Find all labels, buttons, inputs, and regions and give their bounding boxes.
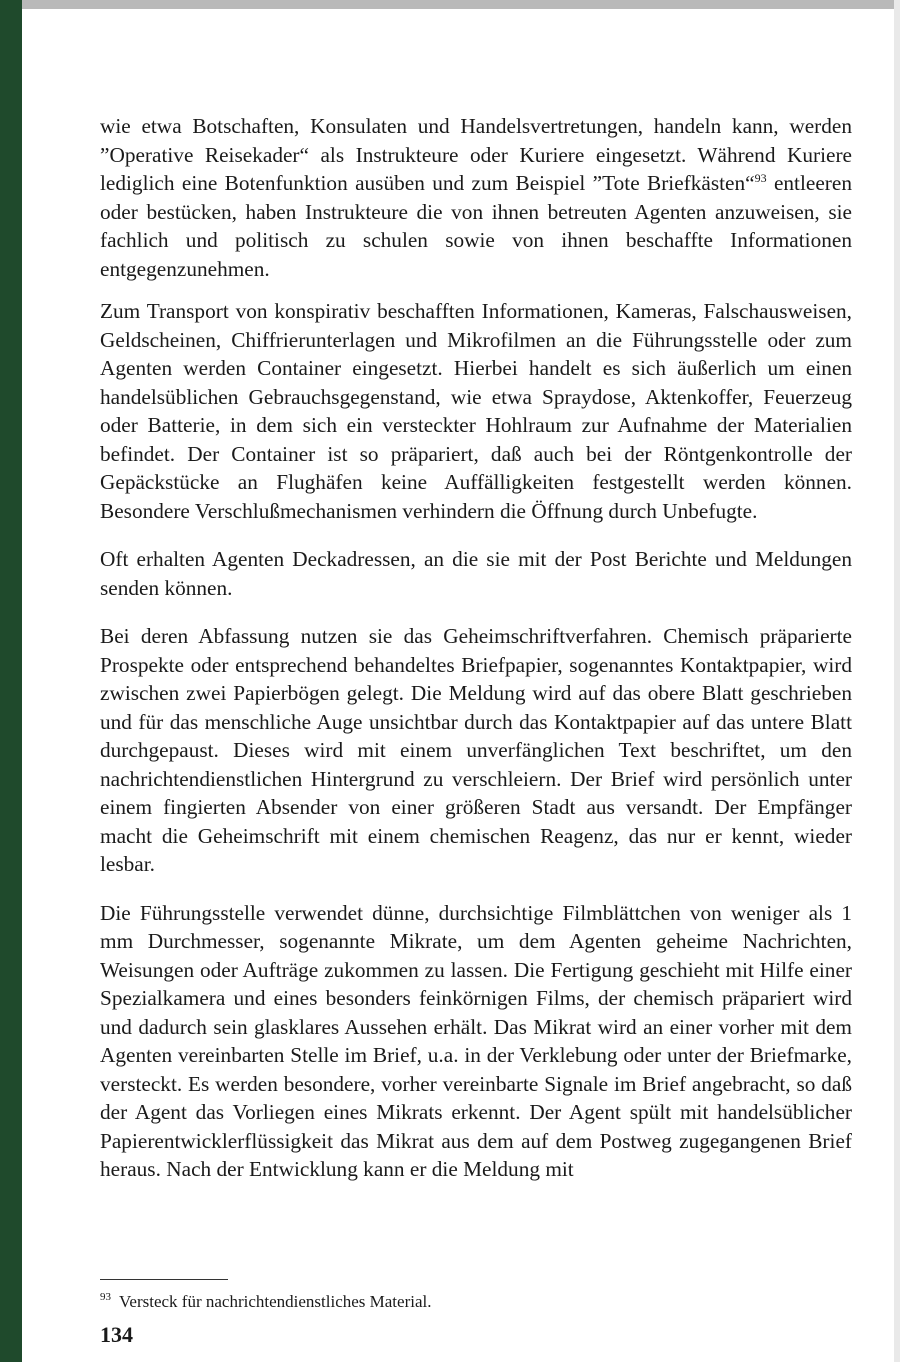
scan-right-edge	[894, 0, 900, 1362]
footnote	[100, 1290, 852, 1314]
page-number: 134	[100, 1322, 133, 1347]
paragraph-1-text-b: entleeren oder bestücken, haben Instrukteure die von ihnen betreuten Agenten anzuweisen, sie fachlich und politisch zu schulen sowie von ihnen beschaffte Informationen entgegenzunehmen.	[100, 171, 852, 281]
page-body	[100, 112, 852, 1198]
book-spine-edge	[0, 0, 22, 1362]
footnote-separator	[100, 1279, 228, 1280]
paragraph-3: Oft erhalten Agenten Deckadressen, an die sie mit der Post Berichte und Meldungen senden können.	[100, 547, 852, 600]
paragraph-5: Die Führungsstelle verwendet dünne, durchsichtige Filmblättchen von weniger als 1 mm Durchmesser, sogenannte Mikrate, um dem Agenten geheime Nachrichten, Weisungen oder Aufträge zukommen zu lassen. Die Fertigung geschieht mit Hilfe einer Spezialkamera und eines besonders feinkörnigen Films, der chemisch präpariert wird und dadurch sein glasklares Aussehen erhält. Das Mikrat wird an einer vorher mit dem Agenten vereinbarten Stelle im Brief, u.a. in der Verklebung oder unter der Briefmarke, versteckt. Es werden besondere, vorher vereinbarte Signale im Brief angebracht, so daß der Agent das Vorliegen eines Mikrats erkennt. Der Agent spült mit handelsüblicher Papierentwicklerflüssigkeit das Mikrat aus dem auf dem Postweg zugegangenen Brief heraus. Nach der Entwicklung kann er die Meldung mit	[100, 900, 852, 1181]
paragraph-2: Zum Transport von konspirativ beschafften Informationen, Kameras, Falschausweisen, Geldscheinen, Chiffrierunterlagen und Mikrofilmen an die Führungsstelle oder zum Agenten werden Container eingesetzt. Hierbei handelt es sich äußerlich um einen handelsüblichen Gebrauchsgegenstand, wie etwa Spraydose, Aktenkoffer, Feuerzeug oder Batterie, in dem sich ein versteckter Hohlraum zur Aufnahme der Materialien befindet. Der Container ist so präpariert, daß auch bei der Röntgenkontrolle der Gepäckstücke an Flughäfen keine Auffälligkeiten festgestellt werden können. Besondere Verschlußmechanismen verhindern die Öffnung durch Unbefugte.	[100, 299, 852, 523]
paragraph-4: Bei deren Abfassung nutzen sie das Geheimschriftverfahren. Chemisch präparierte Prospekte oder entsprechend behandeltes Briefpapier, sogenanntes Kontaktpapier, wird zwischen zwei Papierbögen gelegt. Die Meldung wird auf das obere Blatt geschrieben und für das menschliche Auge unsichtbar durch das Kontaktpapier auf das untere Blatt durchgepaust. Dieses wird mit einem unverfänglichen Text beschriftet, um den nachrichtendienstlichen Hintergrund zu verschleiern. Der Brief wird persönlich unter einem fingierten Absender von einer größeren Stadt aus versandt. Der Empfänger macht die Geheimschrift mit einem chemischen Reagenz, das nur er kennt, wieder lesbar.	[100, 624, 852, 876]
footnote-reference: 93	[754, 170, 767, 185]
paragraph-1-text-a: wie etwa Botschaften, Konsulaten und Handelsvertretungen, handeln kann, werden ”Operative Reisekader“ als Instrukteure oder Kuriere eingesetzt. Während Kuriere lediglich eine Botenfunktion ausüben und zum Beispiel ”Tote Briefkästen“	[100, 114, 852, 195]
paragraph-1	[100, 112, 852, 283]
footnote-mark: 93	[100, 1291, 111, 1304]
footnote-text: Versteck für nachrichtendienstliches Material.	[119, 1292, 432, 1311]
scan-top-edge	[22, 0, 894, 9]
